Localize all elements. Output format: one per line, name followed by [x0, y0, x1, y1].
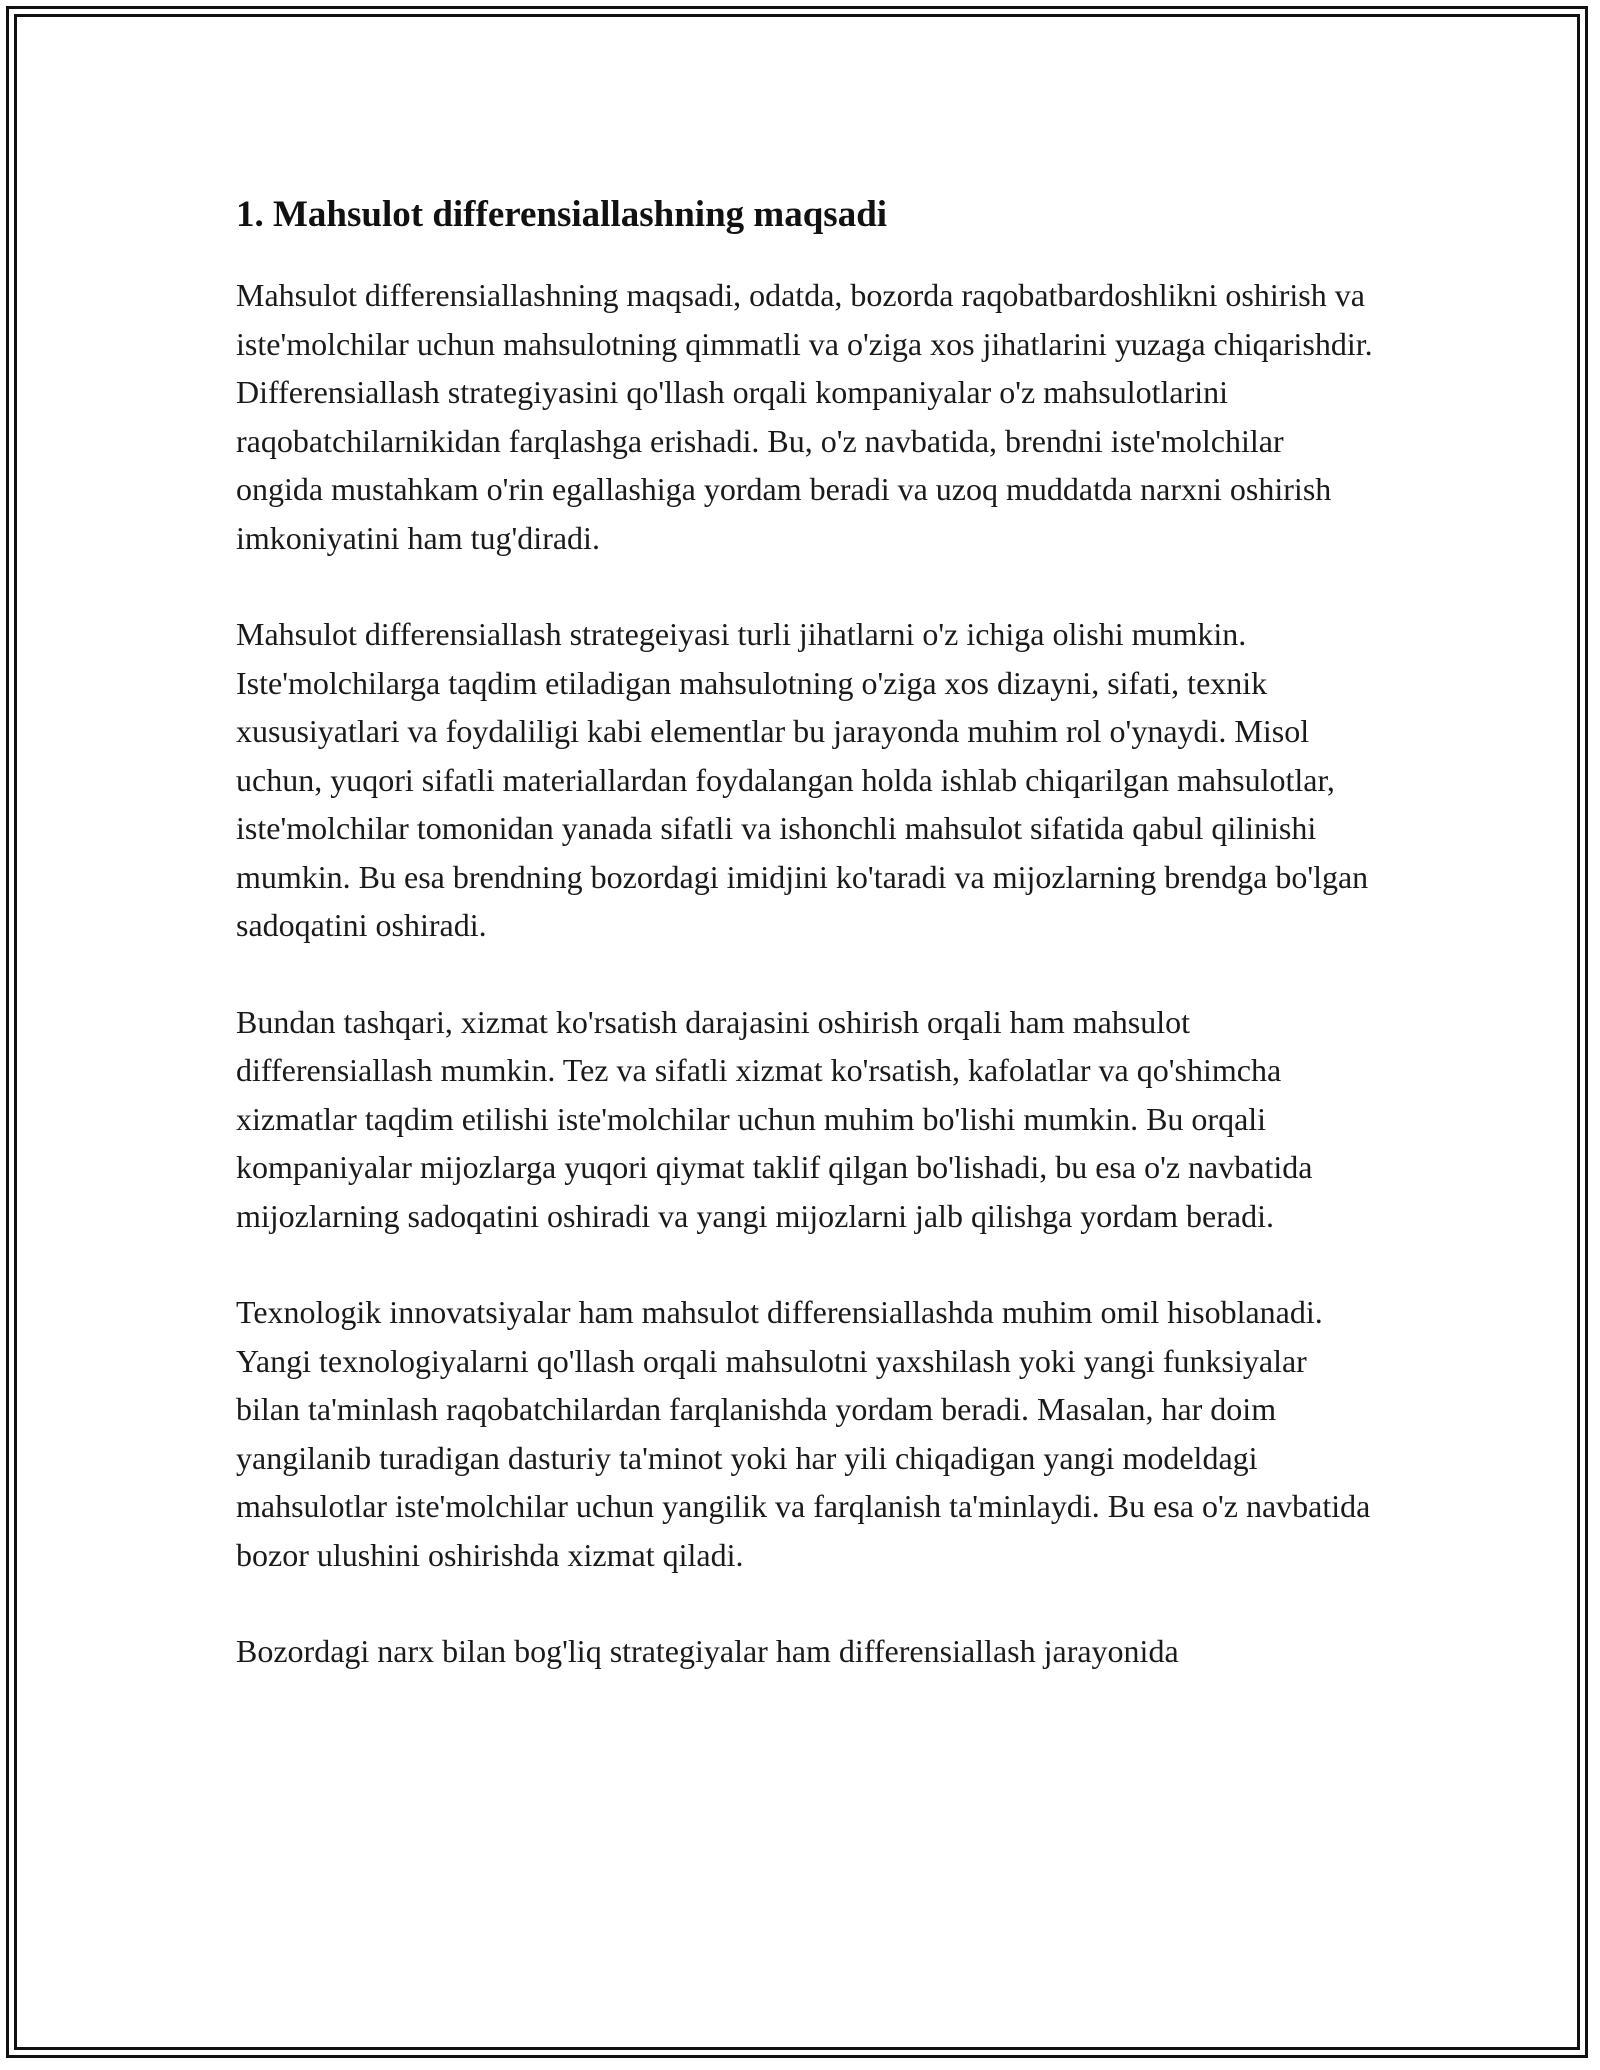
document-body [236, 185, 1376, 1724]
paragraph-1: Mahsulot differensiallashning maqsadi, odatda, bozorda raqobatbardoshlikni oshirish va iste'molchilar uchun mahsulotning qimmatli va o'ziga xos jihatlarini yuzaga chiqarishdir. Differensiallash strategiyasini qo'llash orqali kompaniyalar o'z mahsulotlarini raqobatchilarnikidan farqlashga erishadi. Bu, o'z navbatida, brendni iste'molchilar ongida mustahkam o'rin egallashiga yordam beradi va uzoq muddatda narxni oshirish imkoniyatini ham tug'diradi. [236, 277, 1373, 556]
paragraph-4: Texnologik innovatsiyalar ham mahsulot differensiallashda muhim omil hisoblanadi. Yangi texnologiyalarni qo'llash orqali mahsulotni yaxshilash yoki yangi funksiyalar bilan ta'minlash raqobatchilardan farqlanishda yordam beradi. Masalan, har doim yangilanib turadigan dasturiy ta'minot yoki har yili chiqadigan yangi modeldagi mahsulotlar iste'molchilar uchun yangilik va farqlanish ta'minlaydi. Bu esa o'z navbatida bozor ulushini oshirishda xizmat qiladi. [236, 1294, 1371, 1573]
section-heading: 1. Mahsulot differensiallashning maqsadi [236, 194, 888, 235]
paragraph-2: Mahsulot differensiallash strategeiyasi turli jihatlarni o'z ichiga olishi mumkin. Iste'molchilarga taqdim etiladigan mahsulotning o'ziga xos dizayni, sifati, texnik xususiyatlari va foydaliligi kabi elementlar bu jarayonda muhim rol o'ynaydi. Misol uchun, yuqori sifatli materiallardan foydalangan holda ishlab chiqarilgan mahsulotlar, iste'molchilar tomonidan yanada sifatli va ishonchli mahsulot sifatida qabul qilinishi mumkin. Bu esa brendning bozordagi imidjini ko'taradi va mijozlarning brendga bo'lgan sadoqatini oshiradi. [236, 616, 1369, 943]
paragraph-5: Bozordagi narx bilan bog'liq strategiyalar ham differensiallash jarayonida [236, 1633, 1179, 1669]
paragraph-3: Bundan tashqari, xizmat ko'rsatish darajasini oshirish orqali ham mahsulot differensiallash mumkin. Tez va sifatli xizmat ko'rsatish, kafolatlar va qo'shimcha xizmatlar taqdim etilishi iste'molchilar uchun muhim bo'lishi mumkin. Bu orqali kompaniyalar mijozlarga yuqori qiymat taklif qilgan bo'lishadi, bu esa o'z navbatida mijozlarning sadoqatini oshiradi va yangi mijozlarni jalb qilishga yordam beradi. [236, 1003, 1313, 1234]
